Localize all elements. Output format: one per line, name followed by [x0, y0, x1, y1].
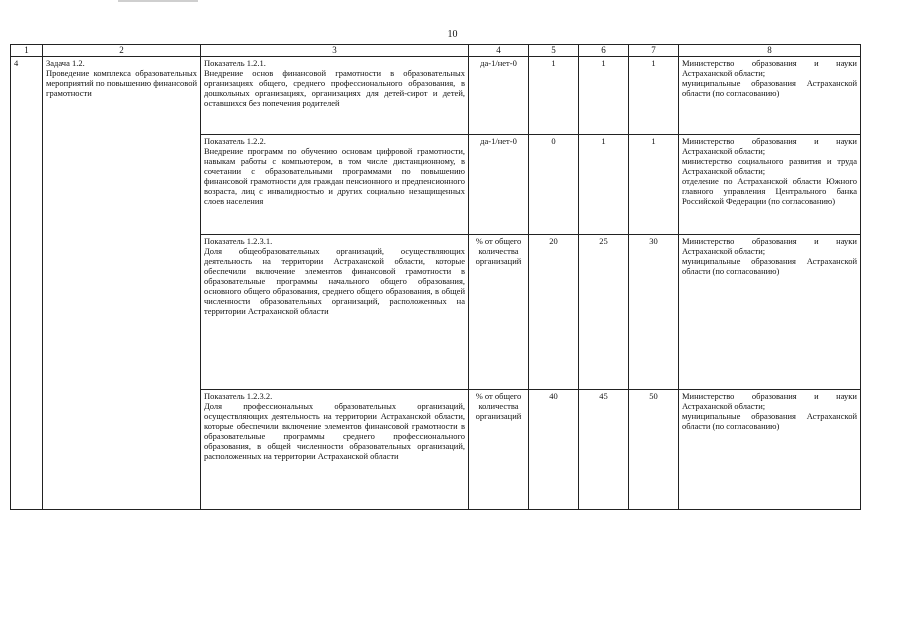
- col-header-4: 4: [469, 45, 529, 57]
- value-year-3: 50: [629, 389, 679, 509]
- value-year-2: 1: [579, 56, 629, 134]
- indicator-cell: [201, 134, 469, 234]
- col-header-6: 6: [579, 45, 629, 57]
- responsible-line: Министерство образования и науки Астраханской области;: [682, 57, 857, 78]
- responsible-line: Министерство образования и науки Астраханской области;: [682, 235, 857, 256]
- indicator-code: Показатель 1.2.2.: [204, 135, 266, 146]
- value-year-1: 0: [529, 134, 579, 234]
- col-header-5: 5: [529, 45, 579, 57]
- scan-artifact: [118, 0, 198, 2]
- responsible-line: Министерство образования и науки Астраханской области;: [682, 135, 857, 156]
- program-table: [10, 44, 861, 510]
- col-header-1: 1: [11, 45, 43, 57]
- value-year-1: 40: [529, 389, 579, 509]
- column-number-row: [11, 45, 861, 57]
- indicator-cell: [201, 389, 469, 509]
- responsible-line: муниципальные образования Астраханской области (по согласованию): [682, 255, 857, 276]
- value-year-2: 25: [579, 234, 629, 389]
- value-year-1: 20: [529, 234, 579, 389]
- unit-cell: % от общего количества организаций: [469, 234, 529, 389]
- responsible-line: Министерство образования и науки Астраханской области;: [682, 390, 857, 411]
- indicator-cell: [201, 234, 469, 389]
- task-title: Задача 1.2.: [46, 57, 85, 68]
- value-year-2: 45: [579, 389, 629, 509]
- value-year-2: 1: [579, 134, 629, 234]
- responsible-line: министерство социального развития и труда Астраханской области;: [682, 155, 857, 176]
- indicator-code: Показатель 1.2.1.: [204, 57, 266, 68]
- unit-cell: % от общего количества организаций: [469, 389, 529, 509]
- indicator-text: Доля профессиональных образовательных организаций, осуществляющих деятельность на территории Астраханской области, которые обеспечили включение элементов финансовой грамотности в образовательные программы среднего профессионального образования, в общей численности образовательных организаций, расположенных на территории Астраханской области: [204, 400, 465, 461]
- indicator-code: Показатель 1.2.3.1.: [204, 235, 273, 246]
- responsible-line: муниципальные образования Астраханской области (по согласованию): [682, 410, 857, 431]
- value-year-3: 1: [629, 134, 679, 234]
- responsible-cell: [679, 234, 861, 389]
- value-year-1: 1: [529, 56, 579, 134]
- responsible-cell: [679, 134, 861, 234]
- col-header-3: 3: [201, 45, 469, 57]
- responsible-line: отделение по Астраханской области Южного главного управления Центрального банка Российской Федерации (по согласованию): [682, 175, 857, 206]
- responsible-cell: [679, 389, 861, 509]
- task-text: Проведение комплекса образовательных мероприятий по повышению финансовой грамотности: [46, 67, 197, 98]
- col-header-2: 2: [43, 45, 201, 57]
- responsible-cell: [679, 56, 861, 134]
- task-cell: [43, 56, 201, 509]
- indicator-cell: [201, 56, 469, 134]
- unit-cell: да-1/нет-0: [469, 134, 529, 234]
- value-year-3: 1: [629, 56, 679, 134]
- indicator-text: Внедрение основ финансовой грамотности в образовательных организациях общего, среднего профессионального образования, в дошкольных организациях, организациях для детей-сирот и детей, оставшихся без попечения родителей: [204, 67, 465, 108]
- indicator-text: Внедрение программ по обучению основам цифровой грамотности, навыкам работы с компьютером, в том числе дистанционному, в сочетании с образовательными программами по повышению финансовой грамотности для граждан пенсионного и предпенсионного возраста, лиц с инвалидностью и других социально незащищенных слоев населения: [204, 145, 465, 206]
- col-header-7: 7: [629, 45, 679, 57]
- row-number: 4: [11, 56, 43, 509]
- table-row: [11, 56, 861, 134]
- value-year-3: 30: [629, 234, 679, 389]
- responsible-line: муниципальные образования Астраханской области (по согласованию): [682, 77, 857, 98]
- unit-cell: да-1/нет-0: [469, 56, 529, 134]
- page-number: 10: [447, 29, 458, 40]
- indicator-code: Показатель 1.2.3.2.: [204, 390, 273, 401]
- col-header-8: 8: [679, 45, 861, 57]
- indicator-text: Доля общеобразовательных организаций, осуществляющих деятельность на территории Астраханской области, которые обеспечили включение элементов финансовой грамотности в образовательные программы начального общего образования, основного общего образования, среднего общего образования, в общей численности образовательных организаций, расположенных на территории Астраханской области: [204, 245, 465, 316]
